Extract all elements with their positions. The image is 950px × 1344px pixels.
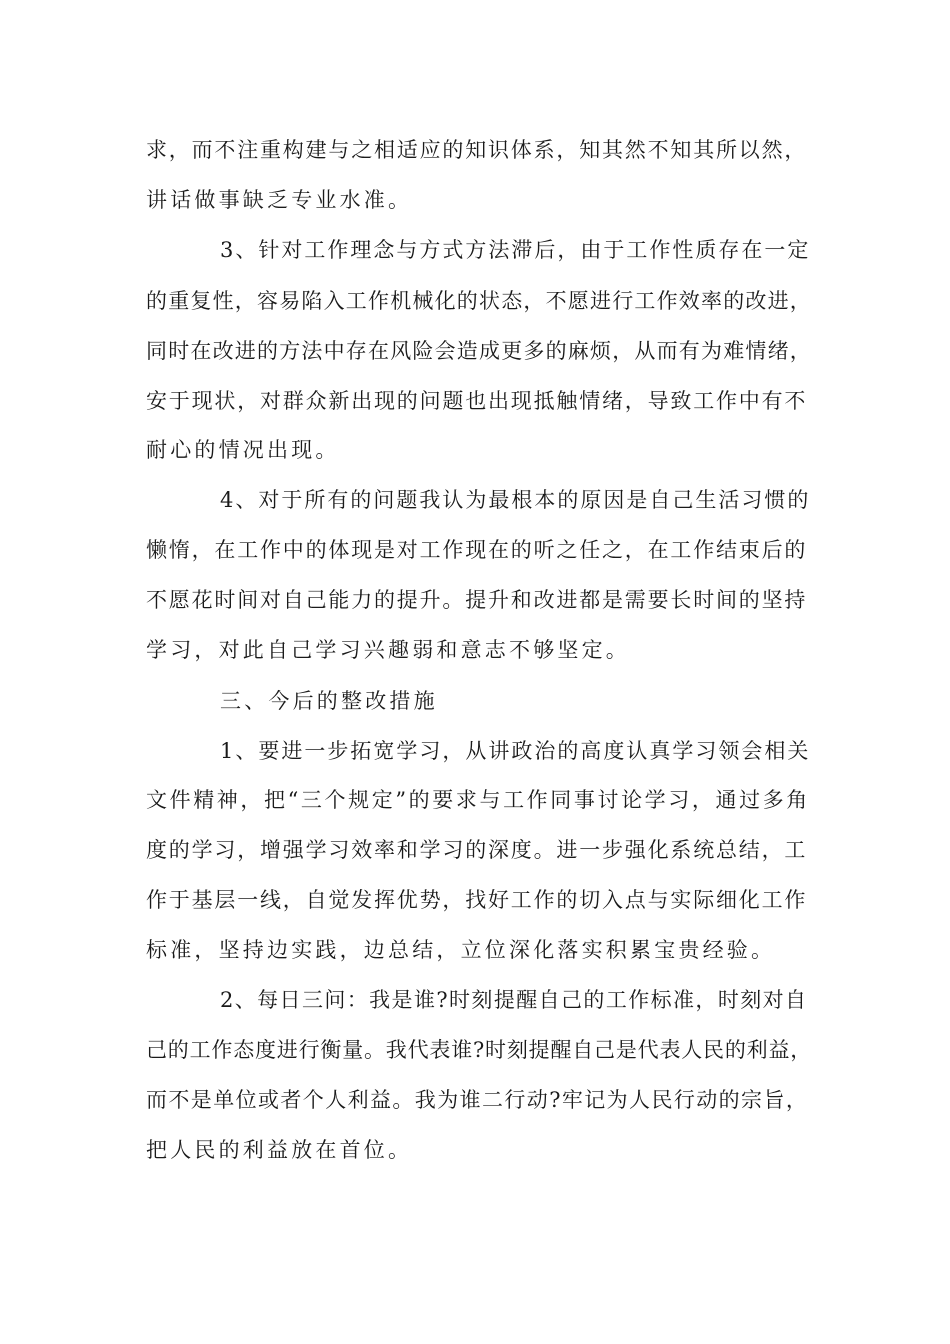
paragraph-first-line: 3、针对工作理念与方式方法滞后，由于工作性质存在一定: [220, 238, 811, 262]
text-line: 同时在改进的方法中存在风险会造成更多的麻烦，从而有为难情绪，: [146, 339, 812, 363]
text-line: 懒惰，在工作中的体现是对工作现在的听之任之，在工作结束后的: [146, 538, 808, 562]
text-line: 把人民的利益放在首位。: [146, 1138, 413, 1162]
text-line: 度的学习，增强学习效率和学习的深度。进一步强化系统总结，工: [146, 838, 808, 862]
text-line: 不愿花时间对自己能力的提升。提升和改进都是需要长时间的坚持: [146, 588, 808, 612]
text-line: 己的工作态度进行衡量。我代表谁?时刻提醒自己是代表人民的利益，: [146, 1038, 813, 1062]
text-line: 求，而不注重构建与之相适应的知识体系，知其然不知其所以然，: [146, 138, 808, 162]
text-line: 讲话做事缺乏专业水准。: [146, 188, 413, 212]
text-line: 的重复性，容易陷入工作机械化的状态，不愿进行工作效率的改进，: [146, 289, 812, 313]
text-line: 耐心的情况出现。: [146, 438, 340, 462]
text-line: 安于现状，对群众新出现的问题也出现抵触情绪，导致工作中有不: [146, 389, 808, 413]
text-line: 文件精神，把“三个规定”的要求与工作同事讨论学习，通过多角: [146, 788, 810, 812]
paragraph-first-line: 2、每日三问：我是谁?时刻提醒自己的工作标准，时刻对自: [220, 988, 808, 1012]
text-line: 而不是单位或者个人利益。我为谁二行动?牢记为人民行动的宗旨，: [146, 1088, 809, 1112]
text-line: 标准，坚持边实践，边总结，立位深化落实积累宝贵经验。: [146, 938, 776, 962]
section-heading: 三、今后的整改措施: [220, 689, 438, 713]
text-line: 学习，对此自己学习兴趣弱和意志不够坚定。: [146, 638, 630, 662]
paragraph-first-line: 4、对于所有的问题我认为最根本的原因是自己生活习惯的: [220, 488, 811, 512]
paragraph-first-line: 1、要进一步拓宽学习，从讲政治的高度认真学习领会相关: [220, 739, 811, 763]
text-line: 作于基层一线，自觉发挥优势，找好工作的切入点与实际细化工作: [146, 888, 808, 912]
